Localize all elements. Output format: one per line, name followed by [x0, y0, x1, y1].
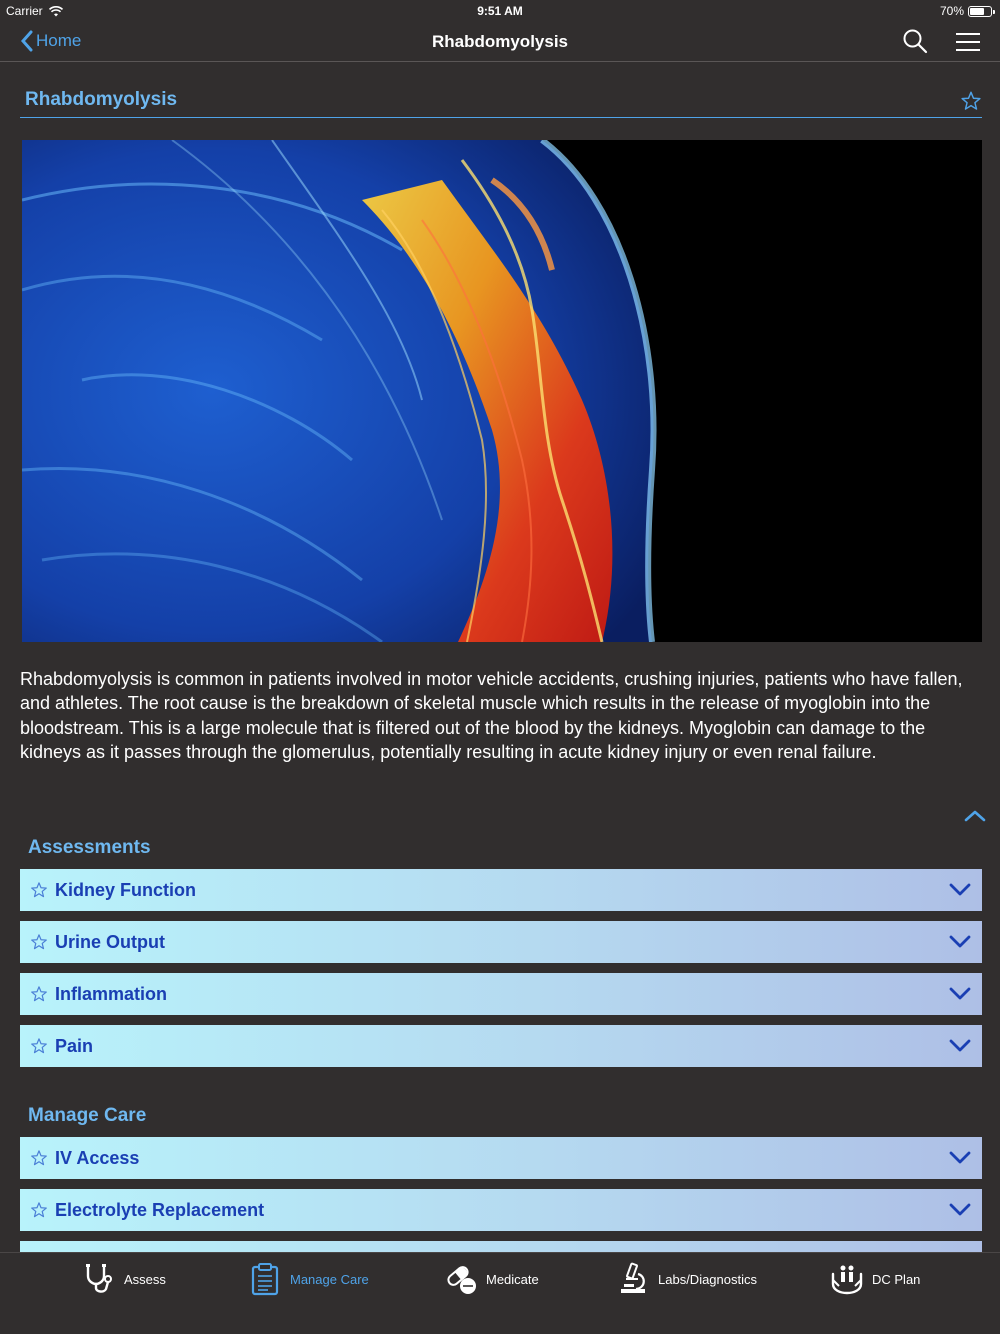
accordion-label: Inflammation	[55, 984, 168, 1004]
star-icon[interactable]	[30, 1201, 48, 1219]
section-heading-assessments: Assessments	[28, 837, 151, 858]
star-icon[interactable]	[30, 985, 48, 1003]
tab-label: Labs/Diagnostics	[658, 1271, 757, 1287]
status-time: 9:51 AM	[477, 4, 523, 18]
pills-icon	[444, 1262, 478, 1296]
search-icon[interactable]	[902, 28, 928, 54]
battery-indicator	[940, 4, 992, 18]
clipboard-icon	[248, 1262, 282, 1296]
chevron-down-icon	[948, 1202, 972, 1218]
condition-description: Rhabdomyolysis is common in patients involved in motor vehicle accidents, crushing injuries, patients who have fallen, and athletes. The root cause is the breakdown of skeletal muscle which results in the release of myoglobin into the bloodstream. This is a large molecule that is filtered out of the blood by the kidneys. Myoglobin can damage to the kidneys as it passes through the glomerulus, potentially resulting in acute kidney injury or even renal failure.	[20, 669, 963, 763]
tab-manage-care[interactable]	[248, 1261, 369, 1297]
accordion-item-iv-access[interactable]	[20, 1137, 982, 1179]
accordion-label: Electrolyte Replacement	[55, 1200, 265, 1220]
page-title-row	[20, 86, 982, 118]
accordion-item-electrolyte-replacement[interactable]	[20, 1189, 982, 1231]
accordion-label: Urine Output	[55, 932, 165, 952]
chevron-down-icon	[948, 1038, 972, 1054]
section-heading-manage-care: Manage Care	[28, 1105, 147, 1126]
anatomy-illustration	[22, 140, 982, 642]
star-icon[interactable]	[30, 1037, 48, 1055]
family-care-icon	[830, 1262, 864, 1296]
chevron-down-icon	[948, 882, 972, 898]
tab-labs-diagnostics[interactable]	[616, 1261, 757, 1297]
microscope-icon	[616, 1262, 650, 1296]
tab-medicate[interactable]	[444, 1261, 539, 1297]
star-icon[interactable]	[30, 881, 48, 899]
accordion-item-inflammation[interactable]	[20, 973, 982, 1015]
back-label: Home	[36, 31, 82, 50]
chevron-down-icon	[948, 1150, 972, 1166]
accordion-item-pain[interactable]	[20, 1025, 982, 1067]
tab-assess[interactable]	[82, 1261, 166, 1297]
tab-label: DC Plan	[872, 1271, 921, 1287]
chevron-down-icon	[948, 986, 972, 1002]
star-icon[interactable]	[30, 1149, 48, 1167]
tab-dc-plan[interactable]	[830, 1261, 920, 1297]
navigation-bar	[0, 22, 1000, 62]
battery-icon	[968, 6, 992, 17]
nav-title: Rhabdomyolysis	[431, 32, 569, 51]
accordion-item-kidney-function[interactable]	[20, 869, 982, 911]
star-icon[interactable]	[30, 933, 48, 951]
bottom-tab-bar	[0, 1252, 1000, 1334]
accordion-label: Pain	[55, 1036, 94, 1056]
battery-percent: 70%	[939, 4, 964, 18]
page-title: Rhabdomyolysis	[25, 89, 178, 110]
accordion-label: Kidney Function	[55, 880, 196, 900]
status-bar	[0, 0, 1000, 22]
accordion-item-urine-output[interactable]	[20, 921, 982, 963]
chevron-up-icon[interactable]	[962, 806, 988, 826]
tab-label: Assess	[124, 1271, 166, 1287]
hamburger-menu-icon[interactable]	[956, 32, 980, 52]
chevron-down-icon	[948, 934, 972, 950]
favorite-star-icon[interactable]	[960, 90, 982, 112]
tab-label: Manage Care	[290, 1271, 369, 1287]
accordion-label: IV Access	[55, 1148, 140, 1168]
tab-label: Medicate	[486, 1271, 539, 1287]
stethoscope-icon	[82, 1262, 116, 1296]
carrier-label: Carrier	[6, 4, 43, 18]
